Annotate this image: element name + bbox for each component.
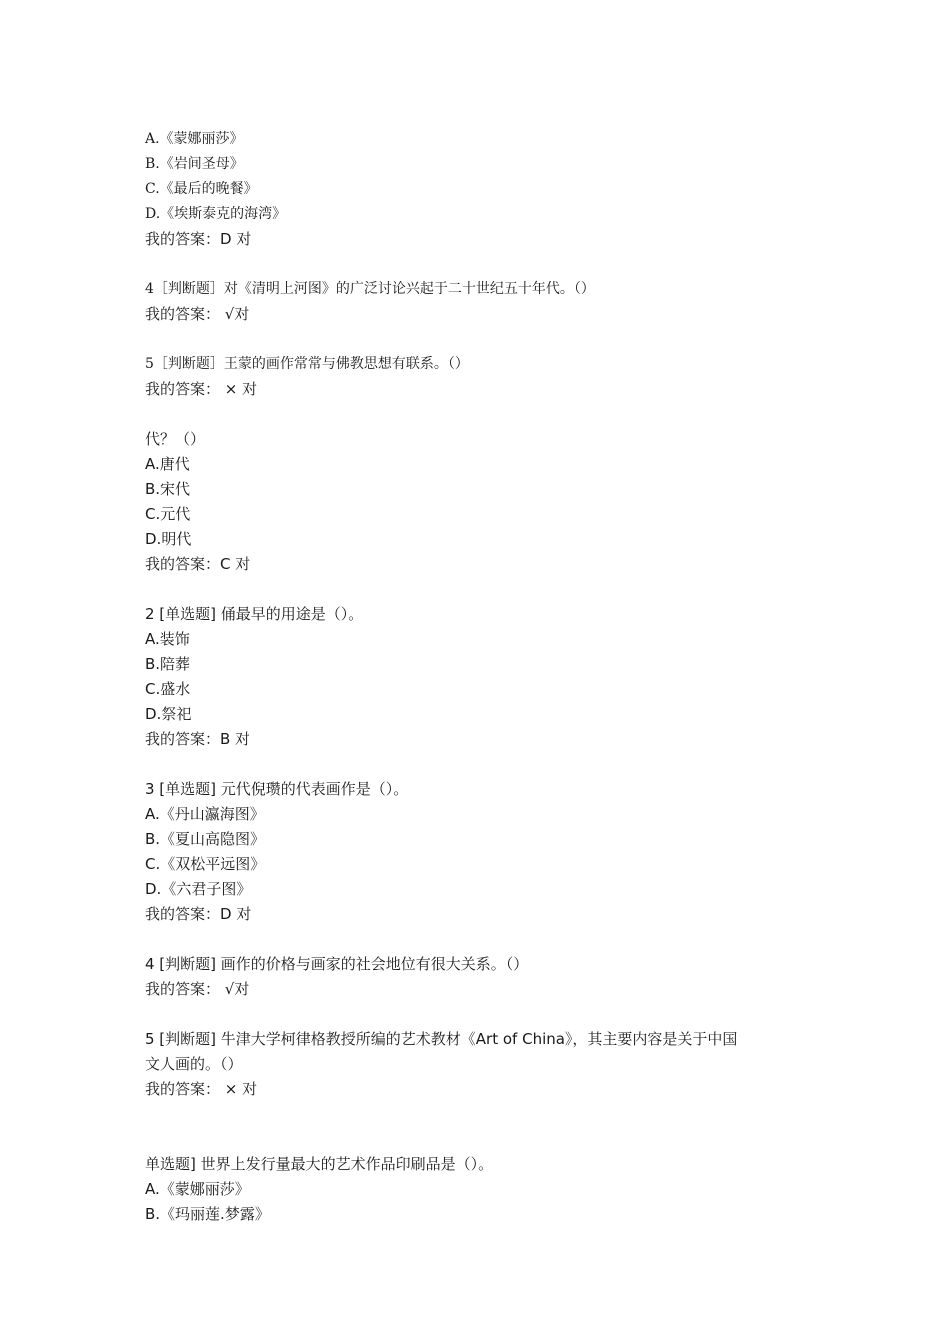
document-page (145, 127, 835, 1227)
question-block (145, 777, 835, 927)
spacer (145, 927, 835, 952)
option-line: B.陪葬 (145, 655, 191, 673)
question-block (145, 127, 835, 252)
spacer (145, 402, 835, 427)
question-block (145, 1027, 835, 1102)
answer-line: 我的答案：D 对 (145, 230, 252, 248)
option-line: D.《六君子图》 (145, 880, 252, 898)
spacer (145, 252, 835, 277)
question-line: 文人画的。（） (145, 1055, 243, 1073)
question-line: 4［判断题］对《清明上河图》的广泛讨论兴起于二十世纪五十年代。（） (145, 281, 595, 297)
spacer (145, 1102, 835, 1152)
spacer (145, 1002, 835, 1027)
question-block (145, 1152, 835, 1227)
question-line: 4 [判断题] 画作的价格与画家的社会地位有很大关系。（） (145, 955, 529, 973)
option-line: C.元代 (145, 505, 191, 523)
option-line: B.《玛丽莲.梦露》 (145, 1205, 270, 1223)
question-line: 5 [判断题] 牛津大学柯律格教授所编的艺术教材《Art of China》，其主要内容是关于中国 (145, 1030, 738, 1048)
spacer (145, 752, 835, 777)
option-line: B.《夏山高隐图》 (145, 830, 266, 848)
question-block (145, 602, 835, 752)
option-line: D.祭祀 (145, 705, 192, 723)
option-line: B.宋代 (145, 480, 191, 498)
question-line: 单选题] 世界上发行量最大的艺术作品印刷品是（）。 (145, 1155, 494, 1173)
option-line: C.《双松平远图》 (145, 855, 266, 873)
answer-line: 我的答案：C 对 (145, 555, 251, 573)
answer-line: 我的答案： × 对 (145, 1080, 258, 1098)
question-block (145, 277, 835, 327)
question-line: 2 [单选题] 俑最早的用途是（）。 (145, 605, 364, 623)
option-line: D.《埃斯泰克的海湾》 (145, 206, 287, 222)
spacer (145, 327, 835, 352)
option-line: B.《岩间圣母》 (145, 156, 244, 172)
spacer (145, 577, 835, 602)
option-line: A.《蒙娜丽莎》 (145, 1180, 250, 1198)
answer-line: 我的答案： × 对 (145, 380, 258, 398)
answer-line: 我的答案： √对 (145, 980, 250, 998)
answer-line: 我的答案：B 对 (145, 730, 251, 748)
question-block (145, 427, 835, 577)
question-line: 5［判断题］王蒙的画作常常与佛教思想有联系。（） (145, 356, 469, 372)
option-line: D.明代 (145, 530, 192, 548)
answer-line: 我的答案：D 对 (145, 905, 252, 923)
question-block (145, 952, 835, 1002)
question-line: 代？（） (145, 430, 206, 448)
option-line: A.《丹山瀛海图》 (145, 805, 265, 823)
option-line: C.盛水 (145, 680, 191, 698)
question-block (145, 352, 835, 402)
option-line: C.《最后的晚餐》 (145, 181, 258, 197)
answer-line: 我的答案： √对 (145, 305, 250, 323)
option-line: A.《蒙娜丽莎》 (145, 131, 244, 147)
option-line: A.装饰 (145, 630, 190, 648)
question-line: 3 [单选题] 元代倪瓒的代表画作是（）。 (145, 780, 409, 798)
option-line: A.唐代 (145, 455, 190, 473)
